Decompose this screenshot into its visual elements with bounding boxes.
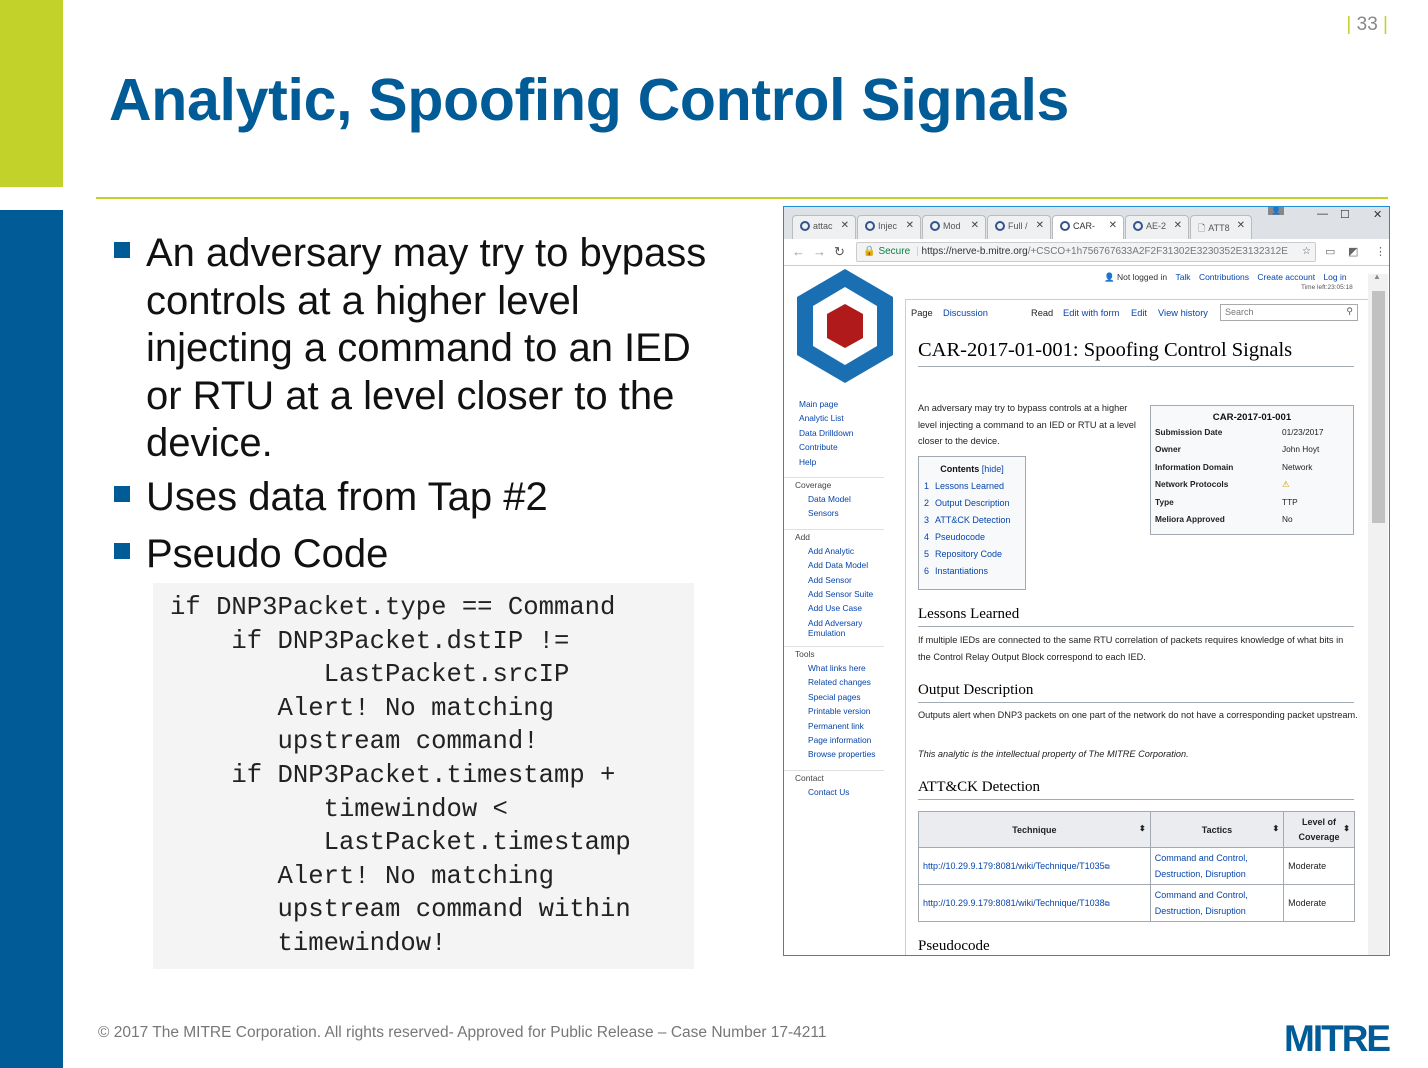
toc-item[interactable]: [919, 478, 1025, 495]
scrollbar-thumb[interactable]: [1372, 291, 1385, 523]
toc-label: Output Description: [935, 498, 1010, 508]
section-rule: [918, 799, 1354, 800]
tab-label: Full /: [1008, 221, 1028, 231]
url-path: /+CSCO+1h756767633A2F2F31302E3230352E3132312E: [1027, 246, 1288, 257]
infobox: [1150, 405, 1354, 535]
tactics-cell: [1150, 848, 1283, 885]
sidebar-link[interactable]: Sensors: [808, 508, 839, 519]
toc-title: Contents: [940, 464, 980, 474]
sidebar-link[interactable]: Browse properties: [808, 749, 876, 760]
header-label: Technique: [1012, 824, 1057, 835]
sidebar-link[interactable]: Permanent link: [808, 720, 864, 731]
wiki-search-input[interactable]: [1220, 304, 1358, 321]
browser-tab[interactable]: [857, 215, 921, 239]
user-icon: 👤: [1104, 272, 1115, 282]
ip-note: This analytic is the intellectual property of The MITRE Corporation.: [918, 749, 1189, 759]
search-icon[interactable]: ⚲: [1346, 306, 1353, 316]
infobox-row: [1151, 477, 1353, 494]
site-icon: [930, 221, 940, 231]
infobox-row: [1151, 442, 1353, 459]
bullet-item: Pseudo Code: [112, 531, 732, 579]
attck-heading: ATT&CK Detection: [918, 779, 1041, 795]
pseudocode-heading: Pseudocode: [918, 938, 990, 954]
toc-item[interactable]: [919, 495, 1025, 512]
sidebar-link[interactable]: Add Sensor: [808, 574, 852, 585]
bullet-item: Uses data from Tap #2: [112, 474, 732, 522]
infobox-value: No: [1282, 513, 1293, 524]
infobox-key: Owner: [1155, 444, 1181, 455]
output-text: Outputs alert when DNP3 packets on one part of the network do not have a corresponding packet upstream.: [918, 710, 1358, 720]
infobox-title: CAR-2017-01-001: [1212, 412, 1292, 423]
slide-title: Analytic, Spoofing Control Signals: [109, 67, 1070, 133]
tab-discussion[interactable]: Discussion: [943, 308, 988, 318]
time-left: Time left:23:05:18: [1301, 284, 1353, 291]
output-heading: Output Description: [918, 682, 1034, 698]
toc-label: Lessons Learned: [935, 481, 1005, 491]
coverage-cell: Moderate: [1284, 848, 1355, 885]
tab-label: Injec: [878, 221, 898, 231]
tab-edit-with-form[interactable]: Edit with form: [1063, 308, 1120, 318]
site-icon: [995, 221, 1005, 231]
infobox-key: Information Domain: [1155, 461, 1234, 472]
sidebar-header: Coverage: [784, 477, 884, 492]
tactics-link[interactable]: Command and Control, Destruction, Disruption: [1154, 890, 1248, 916]
wiki-sidebar: [784, 397, 896, 799]
browser-tab-strip: [784, 207, 1389, 239]
intro-text: An adversary may try to bypass controls at a higher level injecting a command to an IED or RTU at a level closer to the device.: [918, 403, 1136, 446]
footer-copyright: © 2017 The MITRE Corporation. All rights reserved- Approved for Public Release – Case Number 17-4211: [98, 1024, 827, 1041]
close-icon[interactable]: ✕: [970, 220, 979, 231]
close-icon[interactable]: ✕: [905, 220, 914, 231]
minimize-icon[interactable]: —: [1317, 208, 1328, 220]
infobox-row: [1151, 495, 1353, 512]
profile-icon[interactable]: 👤: [1268, 206, 1284, 215]
sort-icon[interactable]: ⬍: [1343, 824, 1350, 833]
secure-label: Secure: [878, 246, 911, 257]
warning-icon: ⚠: [1282, 479, 1290, 490]
toc-label: Instantiations: [935, 566, 989, 576]
new-tab-button[interactable]: [1254, 215, 1274, 239]
extension-icon[interactable]: ◩: [1348, 246, 1359, 258]
star-icon[interactable]: ☆: [1302, 246, 1311, 257]
url-host: https://nerve-b.mitre.org: [921, 246, 1028, 257]
browser-tab[interactable]: [922, 215, 986, 239]
toc-number: 6: [924, 566, 930, 576]
technique-cell: [919, 885, 1151, 922]
tab-label: AE-2: [1146, 221, 1167, 231]
forward-icon[interactable]: →: [813, 244, 826, 259]
sidebar-link[interactable]: Page information: [808, 734, 872, 745]
infobox-value: John Hoyt: [1282, 444, 1320, 455]
browser-tab[interactable]: [987, 215, 1051, 239]
technique-link[interactable]: http://10.29.9.179:8081/wiki/Technique/T1035: [923, 860, 1105, 871]
mitre-logo: MITRE: [1284, 1018, 1390, 1059]
browser-tab[interactable]: [1190, 215, 1252, 239]
accent-bar-blue: [0, 210, 63, 1068]
toc-item[interactable]: [919, 546, 1025, 563]
header-label: Tactics: [1201, 824, 1233, 835]
scroll-up-icon[interactable]: ▲: [1373, 272, 1381, 281]
sidebar-link[interactable]: Help: [799, 456, 817, 467]
talk-link[interactable]: Talk: [1175, 272, 1191, 282]
infobox-value: 01/23/2017: [1282, 427, 1324, 437]
maximize-icon[interactable]: ☐: [1340, 209, 1350, 221]
sidebar-link[interactable]: Data Drilldown: [799, 427, 854, 438]
sidebar-link[interactable]: Add Use Case: [808, 603, 862, 614]
toc-number: 5: [924, 549, 930, 559]
toc-hide-link[interactable]: [hide]: [981, 464, 1004, 474]
tab-read[interactable]: Read: [1031, 308, 1054, 318]
table-row: [919, 848, 1355, 885]
tab-label: CAR-: [1073, 221, 1095, 231]
browser-tab[interactable]: [1125, 215, 1189, 239]
close-icon[interactable]: ✕: [1035, 220, 1044, 231]
tab-edit[interactable]: Edit: [1131, 308, 1148, 318]
user-bar: [1104, 272, 1347, 283]
search-placeholder: Search: [1225, 307, 1254, 317]
infobox-key: Network Protocols: [1155, 479, 1229, 490]
slide-number: | 33 |: [1346, 14, 1388, 35]
sidebar-header: Tools: [784, 646, 884, 661]
close-icon[interactable]: ✕: [840, 220, 849, 231]
lessons-heading: Lessons Learned: [918, 606, 1020, 622]
create-account-link[interactable]: Create account: [1257, 272, 1316, 282]
column-header[interactable]: [1150, 812, 1283, 848]
title-rule: [918, 366, 1354, 367]
tab-label: ATT8: [1208, 223, 1230, 233]
technique-cell: [919, 848, 1151, 885]
close-icon[interactable]: ✕: [1236, 220, 1245, 231]
table-of-contents: [918, 456, 1026, 590]
extension-icon[interactable]: ▭: [1325, 246, 1336, 258]
browser-tab-active[interactable]: [1052, 215, 1124, 239]
menu-icon[interactable]: ⋮: [1375, 246, 1386, 258]
sidebar-link[interactable]: Add Data Model: [808, 560, 869, 571]
toc-item[interactable]: [919, 563, 1025, 580]
column-header[interactable]: [1284, 812, 1355, 848]
tab-page[interactable]: Page: [911, 308, 933, 318]
sidebar-link[interactable]: Analytic List: [799, 413, 844, 424]
infobox-value: Network: [1282, 461, 1313, 472]
toc-item[interactable]: [919, 529, 1025, 546]
table-header-row: [919, 812, 1355, 848]
tab-label: attac: [813, 221, 833, 231]
section-rule: [918, 626, 1354, 627]
close-icon[interactable]: ✕: [1108, 220, 1117, 231]
bullet-list: [112, 230, 732, 591]
contributions-link[interactable]: Contributions: [1198, 272, 1250, 282]
site-icon: [865, 221, 875, 231]
sidebar-link[interactable]: Add Sensor Suite: [808, 589, 874, 600]
login-link[interactable]: Log in: [1323, 272, 1347, 282]
infobox-key: Meliora Approved: [1155, 513, 1225, 524]
site-icon: [1060, 221, 1070, 231]
sidebar-link[interactable]: Related changes: [808, 677, 871, 688]
toc-item[interactable]: [919, 512, 1025, 529]
site-icon: [800, 221, 810, 231]
tab-label: Mod: [943, 221, 961, 231]
browser-screenshot: [783, 206, 1390, 956]
infobox-key: Type: [1155, 496, 1174, 507]
tab-view-history[interactable]: View history: [1158, 308, 1208, 318]
back-icon[interactable]: ←: [792, 244, 805, 259]
lock-icon: 🔒: [863, 246, 876, 257]
title-divider: [96, 197, 1388, 199]
toc-label: ATT&CK Detection: [935, 515, 1011, 525]
infobox-row: [1151, 512, 1353, 529]
close-icon[interactable]: ✕: [1173, 220, 1182, 231]
slide-number-value: 33: [1356, 14, 1378, 35]
external-link-icon: ⧉: [1104, 900, 1110, 908]
attck-table: [918, 811, 1355, 922]
bullet-item: An adversary may try to bypass controls at a higher level injecting a command to an IED or RTU at a level closer to the device.: [112, 230, 732, 468]
sidebar-link[interactable]: Contact Us: [808, 786, 850, 797]
column-header[interactable]: [919, 812, 1151, 848]
sidebar-link[interactable]: Add Analytic: [808, 545, 855, 556]
infobox-value: TTP: [1282, 496, 1298, 507]
external-link-icon: ⧉: [1104, 863, 1110, 871]
technique-link[interactable]: http://10.29.9.179:8081/wiki/Technique/T1038: [923, 897, 1105, 908]
address-bar: [784, 239, 1389, 266]
sidebar-link[interactable]: Main page: [799, 399, 839, 409]
header-label: Level of Coverage: [1298, 816, 1340, 842]
document-icon: 🗋: [1198, 223, 1206, 233]
accent-bar-green: [0, 0, 63, 187]
sidebar-link[interactable]: Special pages: [808, 691, 861, 702]
browser-tab[interactable]: [792, 215, 856, 239]
toc-label: Pseudocode: [935, 532, 986, 542]
toc-label: Repository Code: [935, 549, 1003, 559]
sidebar-header: Contact: [784, 770, 884, 785]
toc-number: 2: [924, 498, 930, 508]
sidebar-link[interactable]: Data Model: [808, 494, 851, 505]
sidebar-header: Add: [784, 529, 884, 544]
table-row: [919, 885, 1355, 922]
toc-number: 1: [924, 481, 930, 491]
tactics-link[interactable]: Command and Control, Destruction, Disruption: [1154, 853, 1248, 879]
sidebar-link[interactable]: Printable version: [808, 706, 871, 717]
url-field[interactable]: 🔒 Secure | https://nerve-b.mitre.org/+CSCO+1h756767633A2F2F31302E3230352E3132312E ☆: [856, 242, 1316, 262]
site-icon: [1133, 221, 1143, 231]
sidebar-link[interactable]: Add Adversary Emulation: [808, 617, 863, 638]
sort-icon[interactable]: ⬍: [1139, 824, 1146, 833]
close-window-icon[interactable]: ✕: [1373, 209, 1383, 221]
infobox-key: Submission Date: [1155, 427, 1223, 437]
reload-icon[interactable]: ↻: [834, 244, 845, 259]
coverage-cell: Moderate: [1284, 885, 1355, 922]
toc-number: 3: [924, 515, 930, 525]
section-rule: [918, 702, 1354, 703]
sidebar-link[interactable]: Contribute: [799, 442, 838, 453]
pseudocode-block: if DNP3Packet.type == Command if DNP3Packet.dstIP != LastPacket.srcIP Alert! No matching upstream command! if DNP3Packet.timestamp + timewindow < LastPacket.timestamp Alert! No matching upstream command within timewindow!: [153, 583, 694, 969]
toc-number: 4: [924, 532, 930, 542]
sort-icon[interactable]: ⬍: [1272, 824, 1280, 833]
login-status: Not logged in: [1116, 272, 1168, 282]
tactics-cell: [1150, 885, 1283, 922]
lessons-text: If multiple IEDs are connected to the same RTU correlation of packets requires knowledge of what bits in the Control Relay Output Block correspond to each IED.: [918, 635, 1344, 662]
sidebar-link[interactable]: What links here: [808, 662, 866, 673]
infobox-row: [1151, 425, 1353, 442]
page-title: CAR-2017-01-001: Spoofing Control Signals: [918, 339, 1293, 361]
infobox-row: [1151, 460, 1353, 477]
car-wiki-logo[interactable]: [793, 267, 897, 385]
